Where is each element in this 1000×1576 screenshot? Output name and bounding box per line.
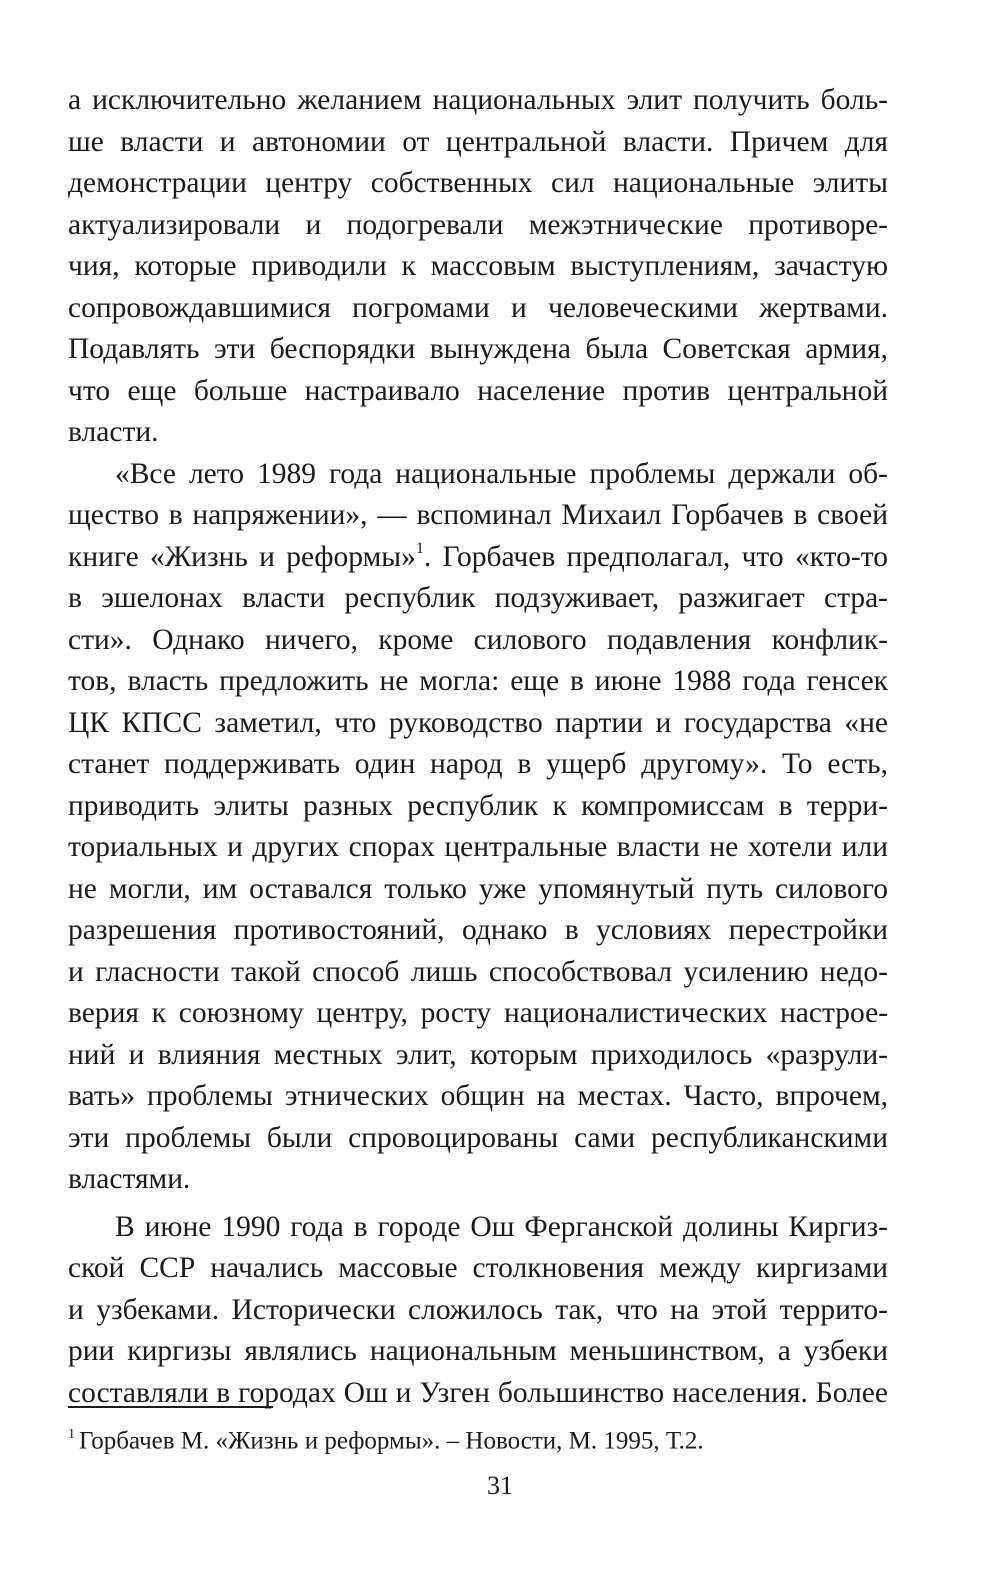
text-line: разрешения противостояний, однако в условиях перестройки <box>68 914 888 946</box>
page-number: 31 <box>487 1471 513 1500</box>
text-line: составляли в городах Ош и Узген большинство населения. Более <box>68 1376 888 1409</box>
text-line: вать» проблемы этнических общин на местах. Часто, впрочем, <box>68 1080 888 1112</box>
text-line: ний и влияния местных элит, которым приходилось «разрули- <box>68 1038 888 1071</box>
text-line: тов, власть предложить не могла: еще в июне 1988 года генсек <box>68 665 888 697</box>
footnote-marker[interactable]: 1 <box>415 539 424 557</box>
text-line: и гласности такой способ лишь способствовал усилению недо- <box>68 955 888 988</box>
text-line: станет поддерживать один народ в ущерб другому». То есть, <box>68 748 888 780</box>
text-line: а исключительно желанием национальных элит получить боль- <box>68 84 888 116</box>
text-line: щество в напряжении», — вспоминал Михаил Горбачев в своей <box>68 499 888 531</box>
text-line: сопровождавшимися погромами и человеческими жертвами. <box>68 291 888 324</box>
text-line: ториальных и других спорах центральные власти не хотели или <box>68 831 888 863</box>
footnote-divider <box>68 1406 273 1408</box>
footnote-number: 1 <box>68 1427 75 1442</box>
text-line: сти». Однако ничего, кроме силового подавления конфлик- <box>68 623 888 656</box>
text-line: «Все лето 1989 года национальные проблемы держали об- <box>115 457 888 490</box>
text-line: приводить элиты разных республик к компромиссам в терри- <box>68 789 888 822</box>
text-line: актуализировали и подогревали межэтнические противоре- <box>68 208 888 241</box>
text-line: В июне 1990 года в городе Ош Ферганской долины Киргиз- <box>115 1210 888 1243</box>
text-line: что еще больше настраивало население против центральной <box>68 374 888 407</box>
text-line: и узбеками. Исторически сложилось так, что на этой террито- <box>68 1293 888 1326</box>
text-line: демонстрации центру собственных сил национальные элиты <box>68 167 888 199</box>
text-line: в эшелонах власти республик подзуживает, разжигает стра- <box>68 582 888 614</box>
text-line: ше власти и автономии от центральной власти. Причем для <box>68 125 888 158</box>
text-line: ЦК КПСС заметил, что руководство партии и государства «не <box>68 706 888 739</box>
footnote <box>68 1420 704 1457</box>
text-line: власти. <box>68 416 159 448</box>
text-fragment: книге «Жизнь и реформы» <box>68 540 416 573</box>
paragraph-2 <box>68 454 888 1201</box>
text-line-with-footnote <box>68 537 888 579</box>
text-line: рии киргизы являлись национальным меньшинством, а узбеки <box>68 1335 888 1367</box>
text-line: не могли, им оставался только уже упомянутый путь силового <box>68 872 888 905</box>
text-line: верия к союзному центру, росту националистических настрое- <box>68 997 888 1029</box>
text-line: ской ССР начались массовые столкновения между киргизами <box>68 1252 888 1284</box>
paragraph-3 <box>68 1207 888 1415</box>
text-line: Подавлять эти беспорядки вынуждена была Советская армия, <box>68 333 888 365</box>
text-line: властями. <box>68 1163 191 1195</box>
text-line: чия, которые приводили к массовым выступлениям, зачастую <box>68 250 888 282</box>
main-text <box>68 80 888 1414</box>
paragraph-1 <box>68 80 888 454</box>
text-line: эти проблемы были спровоцированы сами республиканскими <box>68 1121 888 1154</box>
footnote-text: Горбачев М. «Жизнь и реформы». – Новости, М. 1995, Т.2. <box>79 1427 704 1455</box>
text-fragment: . Горбачев предполагал, что «кто-то <box>423 540 888 573</box>
